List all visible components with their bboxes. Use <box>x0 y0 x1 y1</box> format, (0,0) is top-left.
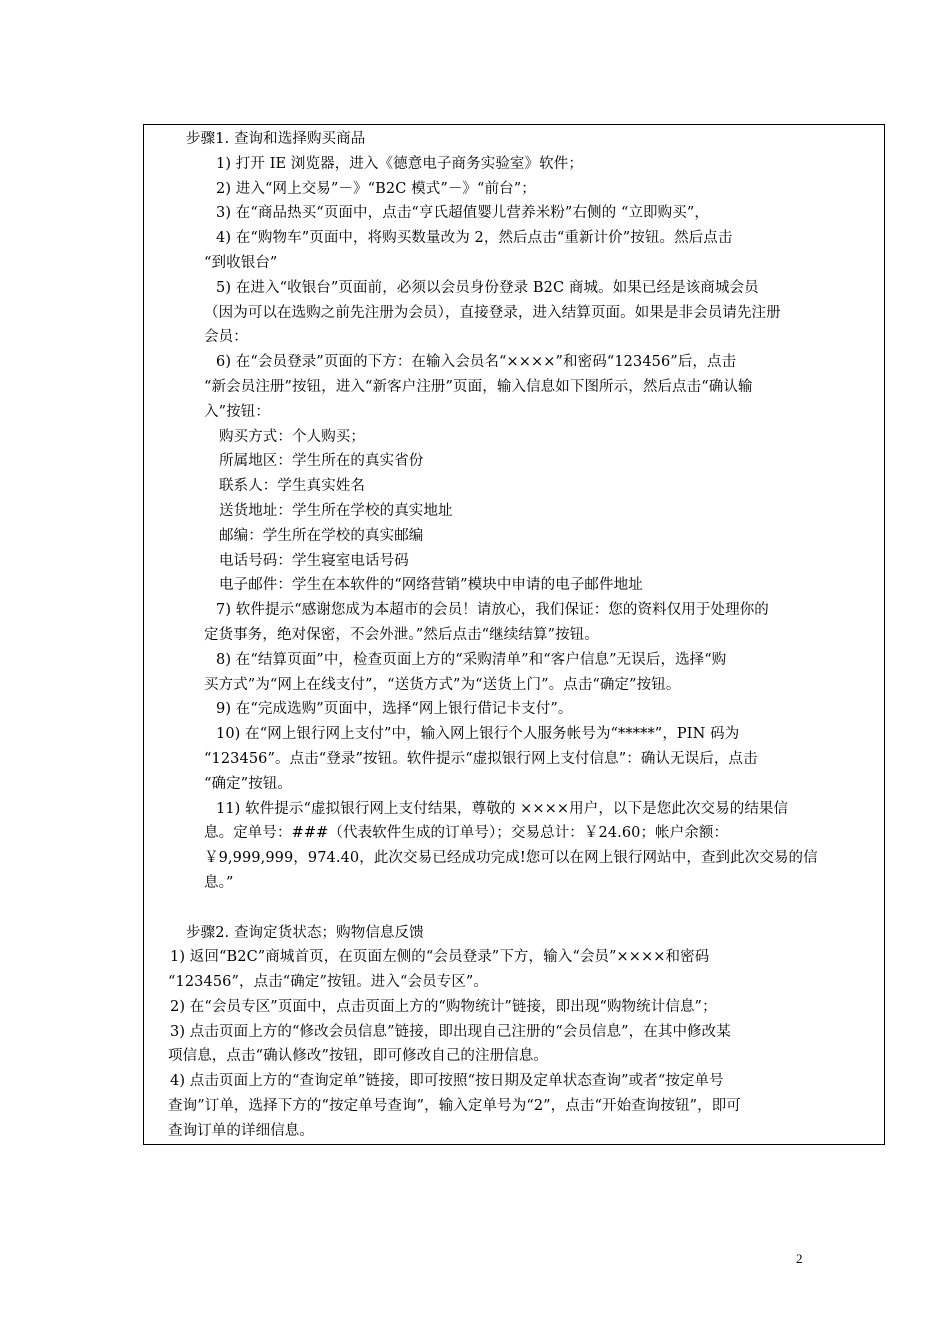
step1-line: “123456”。点击“登录”按钮。软件提示“虚拟银行网上支付信息”：确认无误后，点击 <box>204 750 758 767</box>
step1-line: 11) 软件提示“虚拟银行网上支付结果，尊敬的 ××××用户，以下是您此次交易的结果信 <box>216 800 789 817</box>
spacer <box>168 896 878 921</box>
step1-line: 9) 在“完成选购”页面中，选择“网上银行借记卡支付”。 <box>216 701 573 718</box>
step1-title: 步骤1. 查询和选择购买商品 <box>186 131 366 147</box>
step2-line: 项信息，点击“确认修改”按钮，即可修改自己的注册信息。 <box>168 1048 549 1065</box>
step1-line: 5) 在进入“收银台”页面前，必须以会员身份登录 B2C 商城。如果已经是该商城会员 <box>216 279 759 296</box>
step1-line: （因为可以在选购之前先注册为会员），直接登录，进入结算页面。如果是非会员请先注册 <box>204 304 781 321</box>
step2-line: 3) 点击页面上方的“修改会员信息”链接，即出现自己注册的“会员信息”，在其中修改某 <box>170 1023 731 1040</box>
step2-line: “123456”，点击“确定”按钮。进入“会员专区”。 <box>168 974 489 991</box>
step1-line: “确定”按钮。 <box>204 775 293 792</box>
step1-line: 息。” <box>204 874 234 891</box>
step1-line: 入”按钮： <box>204 403 270 420</box>
step1-line: 息。定单号：###（代表软件生成的订单号）；交易总计：￥24.60；帐户余额： <box>204 825 729 842</box>
step1-line: 2) 进入“网上交易”－》“B2C 模式”－》“前台”； <box>216 180 536 197</box>
step2-line: 1) 返回“B2C”商城首页，在页面左侧的“会员登录”下方，输入“会员”××××和密码 <box>170 949 710 966</box>
step1-line: “新会员注册”按钮，进入“新客户注册”页面，输入信息如下图所示，然后点击“确认输 <box>204 378 753 395</box>
step1-line: 6) 在“会员登录”页面的下方：在输入会员名“××××”和密码“123456”后，点击 <box>216 354 737 371</box>
step1-line: 3) 在“商品热买“页面中，点击“亨氏超值婴儿营养米粉”右侧的 “立即购买”， <box>216 205 709 222</box>
step1-line: 8) 在“结算页面”中，检查页面上方的“采购清单”和“客户信息”无误后，选择“购 <box>216 651 727 668</box>
step2-line: 4) 点击页面上方的“查询定单”链接，即可按照“按日期及定单状态查询”或者“按定单号 <box>170 1073 724 1090</box>
step1-line: 电子邮件：学生在本软件的“网络营销”模块中申请的电子邮件地址 <box>219 577 643 594</box>
step1-line: 7) 软件提示“感谢您成为本超市的会员！请放心，我们保证：您的资料仅用于处理你的 <box>216 602 769 619</box>
step1-line: 买方式”为“网上在线支付”，“送货方式”为“送货上门”。点击“确定”按钮。 <box>204 676 681 693</box>
step2-line: 查询”订单，选择下方的“按定单号查询”，输入定单号为“2”，点击“开始查询按钮”，即可 <box>168 1098 741 1115</box>
page-number: 2 <box>796 1251 803 1266</box>
step2-line: 2) 在“会员专区”页面中，点击页面上方的“购物统计”链接，即出现“购物统计信息”； <box>170 998 717 1015</box>
step1-line: 联系人：学生真实姓名 <box>219 478 365 495</box>
step1-line: 会员： <box>204 329 248 346</box>
step1-line: 1) 打开 IE 浏览器，进入《德意电子商务实验室》软件； <box>216 155 583 172</box>
step1-line: 10) 在“网上银行网上支付”中，输入网上银行个人服务帐号为“*****”，PIN 码为 <box>216 726 740 743</box>
step1-line: 4) 在“购物车”页面中，将购买数量改为 2，然后点击“重新计价”按钮。然后点击 <box>216 230 733 247</box>
step1-line: ￥9,999,999，974.40，此次交易已经成功完成!您可以在网上银行网站中，查到此次交易的信 <box>204 850 818 867</box>
step1-line: “到收银台” <box>204 254 278 271</box>
step2-line: 查询订单的详细信息。 <box>168 1122 314 1139</box>
step1-line: 电话号码：学生寝室电话号码 <box>219 552 409 569</box>
step1-line: 购买方式：个人购买； <box>219 428 365 445</box>
step1-line: 送货地址：学生所在学校的真实地址 <box>219 502 453 519</box>
instructions-content <box>168 127 878 1144</box>
step1-line: 邮编：学生所在学校的真实邮编 <box>219 527 424 544</box>
step1-line: 定货事务，绝对保密，不会外泄。”然后点击“继续结算”按钮。 <box>204 626 599 643</box>
step2-title: 步骤2. 查询定货状态；购物信息反馈 <box>186 924 424 941</box>
step1-line: 所属地区：学生所在的真实省份 <box>219 453 424 470</box>
